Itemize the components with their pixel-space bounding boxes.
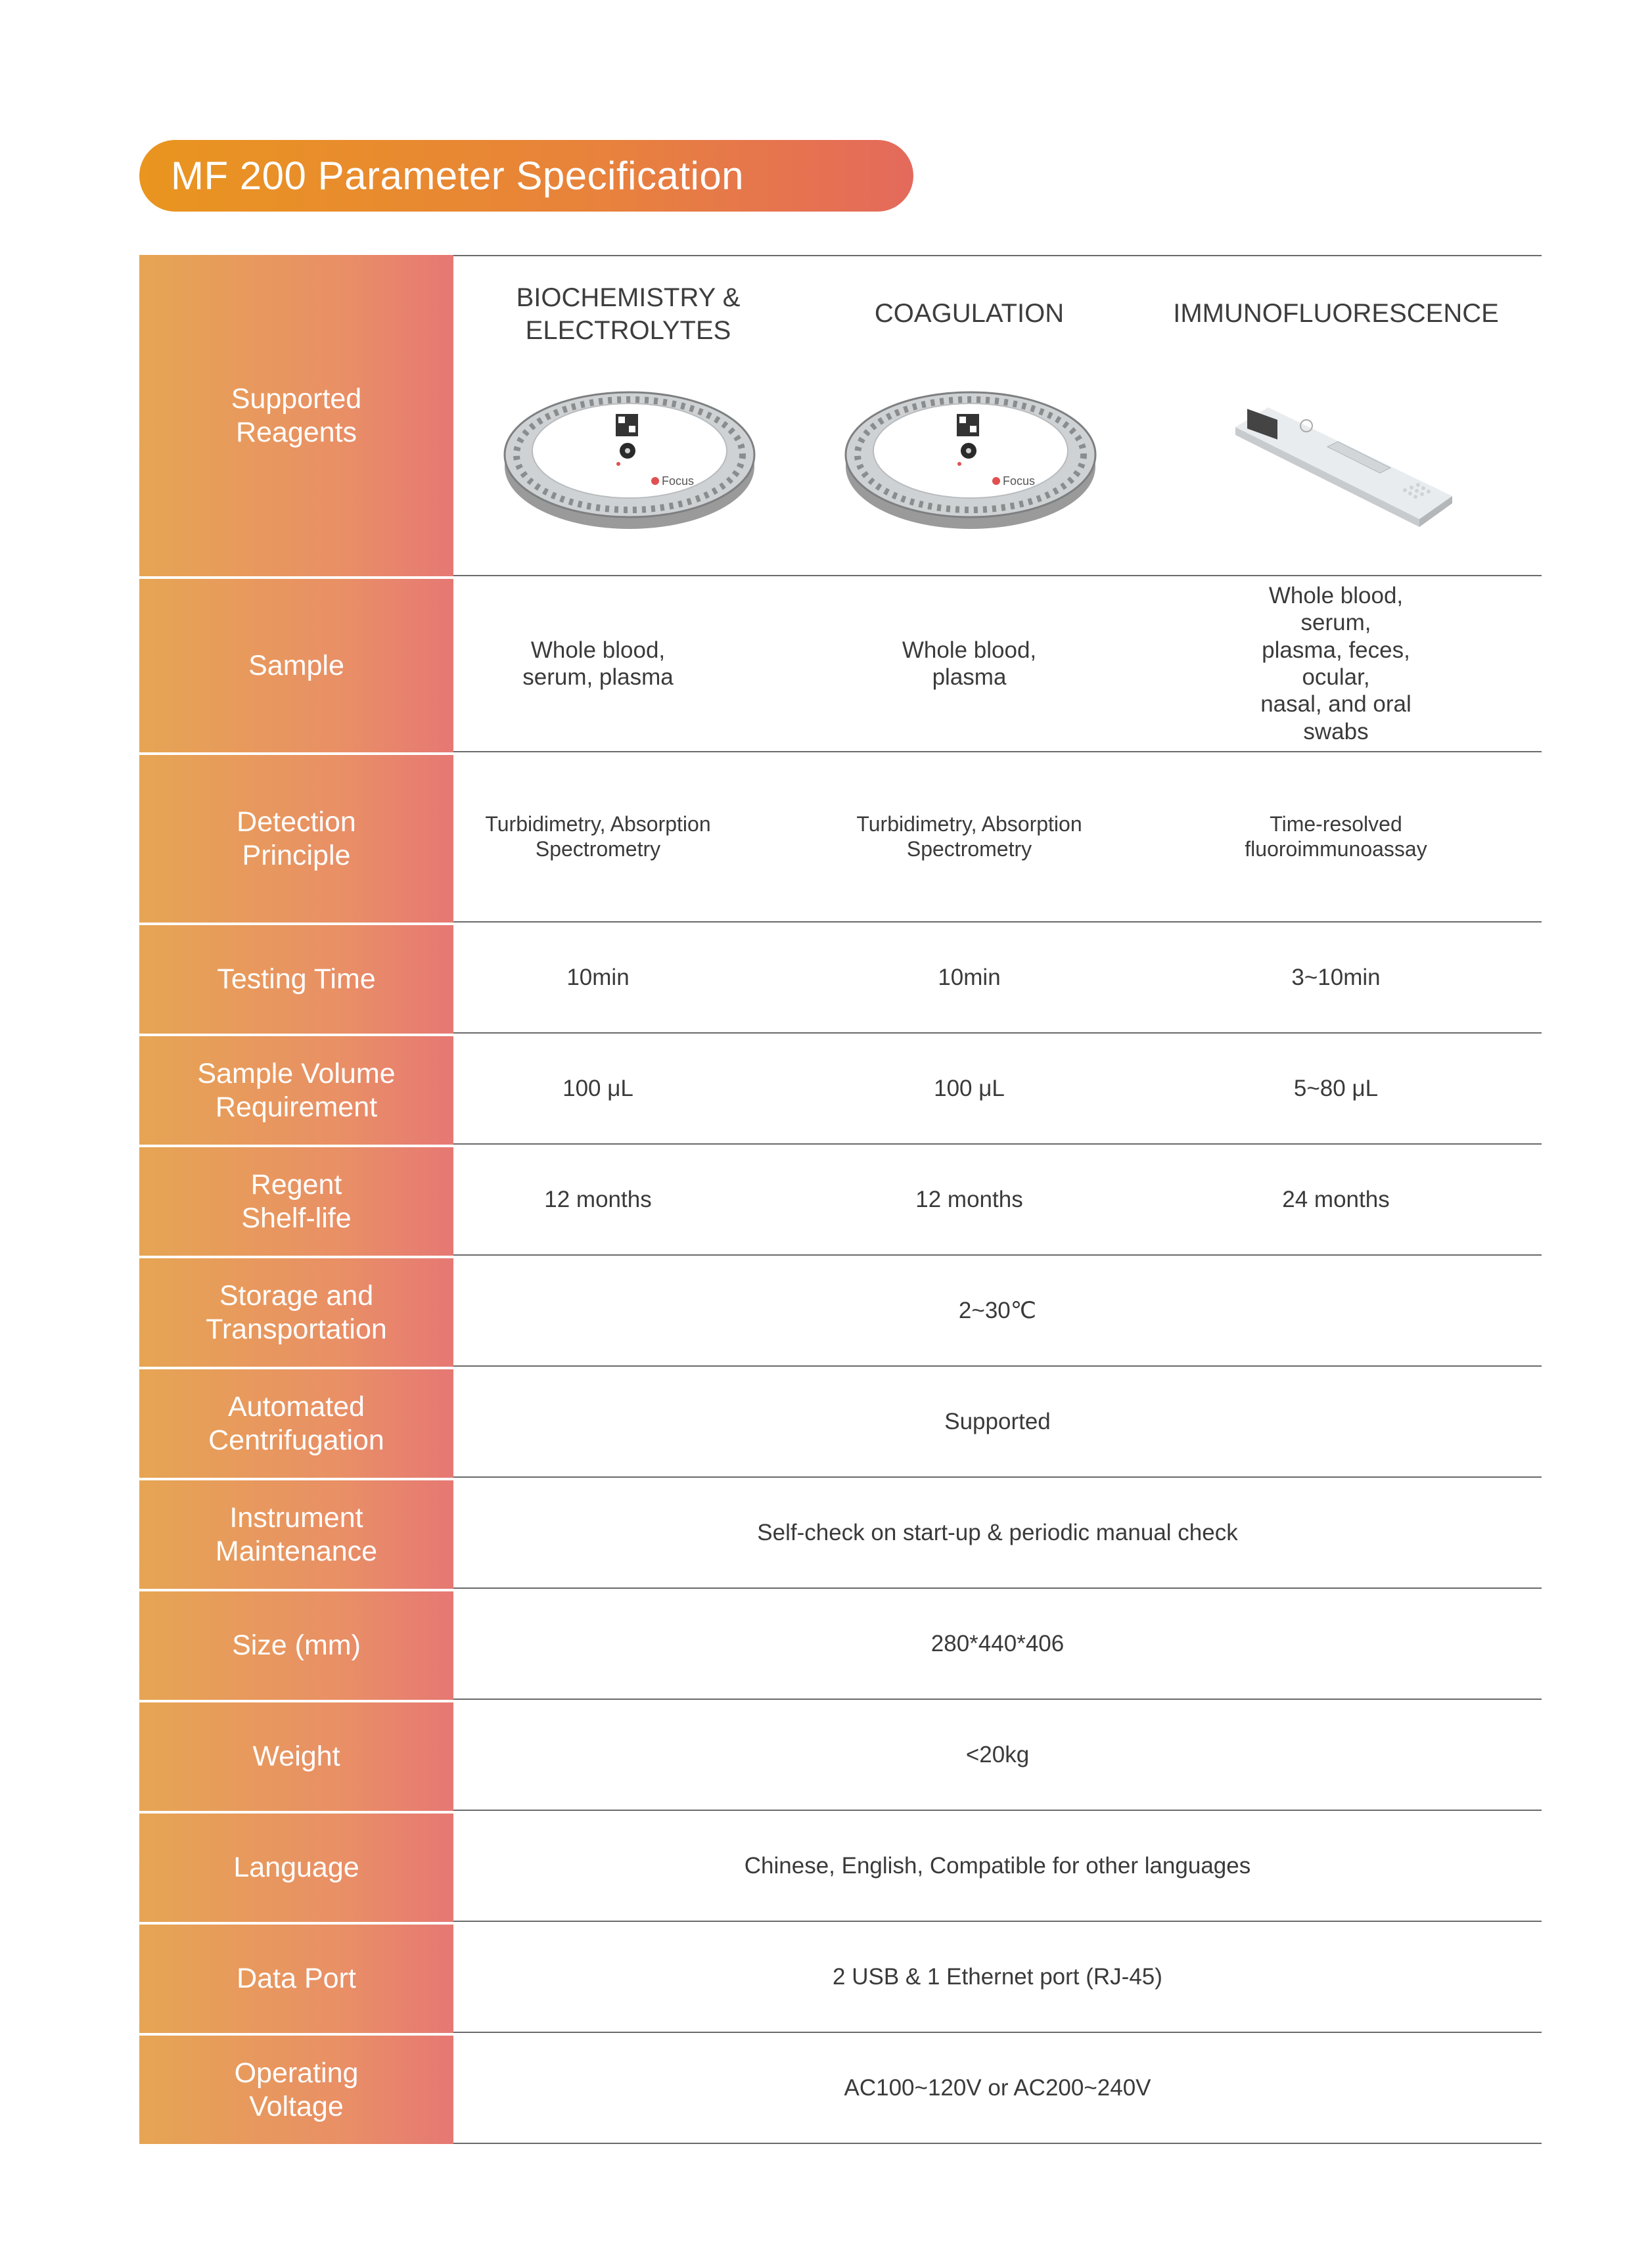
row-values (453, 2033, 1542, 2144)
row-label: Regent Shelf-life (139, 1145, 453, 1256)
row-label: Detection Principle (139, 752, 453, 923)
row-sample-volume (139, 1034, 1542, 1145)
row-centrifugation (139, 1367, 1542, 1478)
row-size (139, 1589, 1542, 1700)
test-strip-image (1229, 375, 1459, 532)
title-banner (139, 140, 913, 212)
row-values (453, 1478, 1542, 1589)
row-values (453, 576, 1542, 752)
column-header-biochemistry: BIOCHEMISTRY & ELECTROLYTES (516, 283, 741, 345)
value-immunofluorescence: 24 months (1282, 1186, 1390, 1212)
row-label: Operating Voltage (139, 2033, 453, 2144)
column-header-coagulation: COAGULATION (874, 299, 1065, 328)
row-label: Weight (139, 1700, 453, 1811)
value-all: 280*440*406 (930, 1630, 1065, 1656)
row-data-port (139, 1922, 1542, 2033)
disc-brand-label: Focus (1003, 474, 1036, 488)
value-immunofluorescence: 5~80 μL (1293, 1075, 1379, 1101)
row-values (453, 1256, 1542, 1367)
row-values (453, 1922, 1542, 2033)
reagent-disc-image (501, 368, 758, 539)
row-values (453, 1034, 1542, 1145)
paw-prints-icon (938, 150, 1043, 202)
value-all: 2~30℃ (958, 1297, 1037, 1323)
value-immunofluorescence: Whole blood, serum, plasma, feces, ocular, nasal, and oral swabs (1260, 583, 1411, 744)
row-label: Data Port (139, 1922, 453, 2033)
row-label: Automated Centrifugation (139, 1367, 453, 1478)
row-language (139, 1811, 1542, 1922)
disc-brand-label: Focus (662, 474, 695, 488)
row-values (453, 1589, 1542, 1700)
row-sample (139, 576, 1542, 752)
row-testing-time (139, 923, 1542, 1034)
column-header-immunofluorescence: IMMUNOFLUORESCENCE (1173, 299, 1499, 328)
value-all: Chinese, English, Compatible for other languages (744, 1852, 1251, 1879)
row-label: Instrument Maintenance (139, 1478, 453, 1589)
value-all: Supported (944, 1408, 1051, 1434)
value-immunofluorescence: Time-resolved fluoroimmunoassay (1245, 811, 1427, 861)
row-values (453, 923, 1542, 1034)
value-all: 2 USB & 1 Ethernet port (RJ-45) (833, 1963, 1162, 1990)
row-operating-voltage (139, 2033, 1542, 2144)
value-immunofluorescence: 3~10min (1291, 964, 1381, 990)
value-biochemistry: Turbidimetry, Absorption Spectrometry (485, 811, 711, 861)
value-coagulation: Whole blood, plasma (902, 637, 1037, 690)
value-coagulation: 12 months (915, 1186, 1023, 1212)
row-label: Supported Reagents (139, 255, 453, 576)
row-values (453, 1145, 1542, 1256)
row-label: Testing Time (139, 923, 453, 1034)
row-values (453, 1811, 1542, 1922)
value-biochemistry: 12 months (544, 1186, 652, 1212)
row-label: Sample Volume Requirement (139, 1034, 453, 1145)
row-supported-reagents (139, 255, 1542, 576)
value-coagulation: Turbidimetry, Absorption Spectrometry (856, 811, 1082, 861)
value-biochemistry: 10min (566, 964, 630, 990)
page-title: MF 200 Parameter Specification (171, 154, 745, 198)
reagent-images (453, 255, 1542, 576)
value-biochemistry: 100 μL (562, 1075, 633, 1101)
row-label: Storage and Transportation (139, 1256, 453, 1367)
row-storage (139, 1256, 1542, 1367)
row-values (453, 752, 1542, 923)
row-values (453, 1700, 1542, 1811)
row-shelf-life (139, 1145, 1542, 1256)
reagent-disc-image (842, 368, 1099, 539)
value-all: <20kg (965, 1741, 1030, 1768)
row-maintenance (139, 1478, 1542, 1589)
value-coagulation: 100 μL (934, 1075, 1005, 1101)
value-biochemistry: Whole blood, serum, plasma (522, 637, 674, 690)
row-label: Language (139, 1811, 453, 1922)
value-all: AC100~120V or AC200~240V (844, 2074, 1151, 2101)
row-weight (139, 1700, 1542, 1811)
spec-table (139, 255, 1542, 2144)
value-all: Self-check on start-up & periodic manual check (757, 1519, 1238, 1545)
row-values (453, 1367, 1542, 1478)
row-detection-principle (139, 752, 1542, 923)
value-coagulation: 10min (938, 964, 1001, 990)
row-label: Size (mm) (139, 1589, 453, 1700)
row-label: Sample (139, 576, 453, 752)
